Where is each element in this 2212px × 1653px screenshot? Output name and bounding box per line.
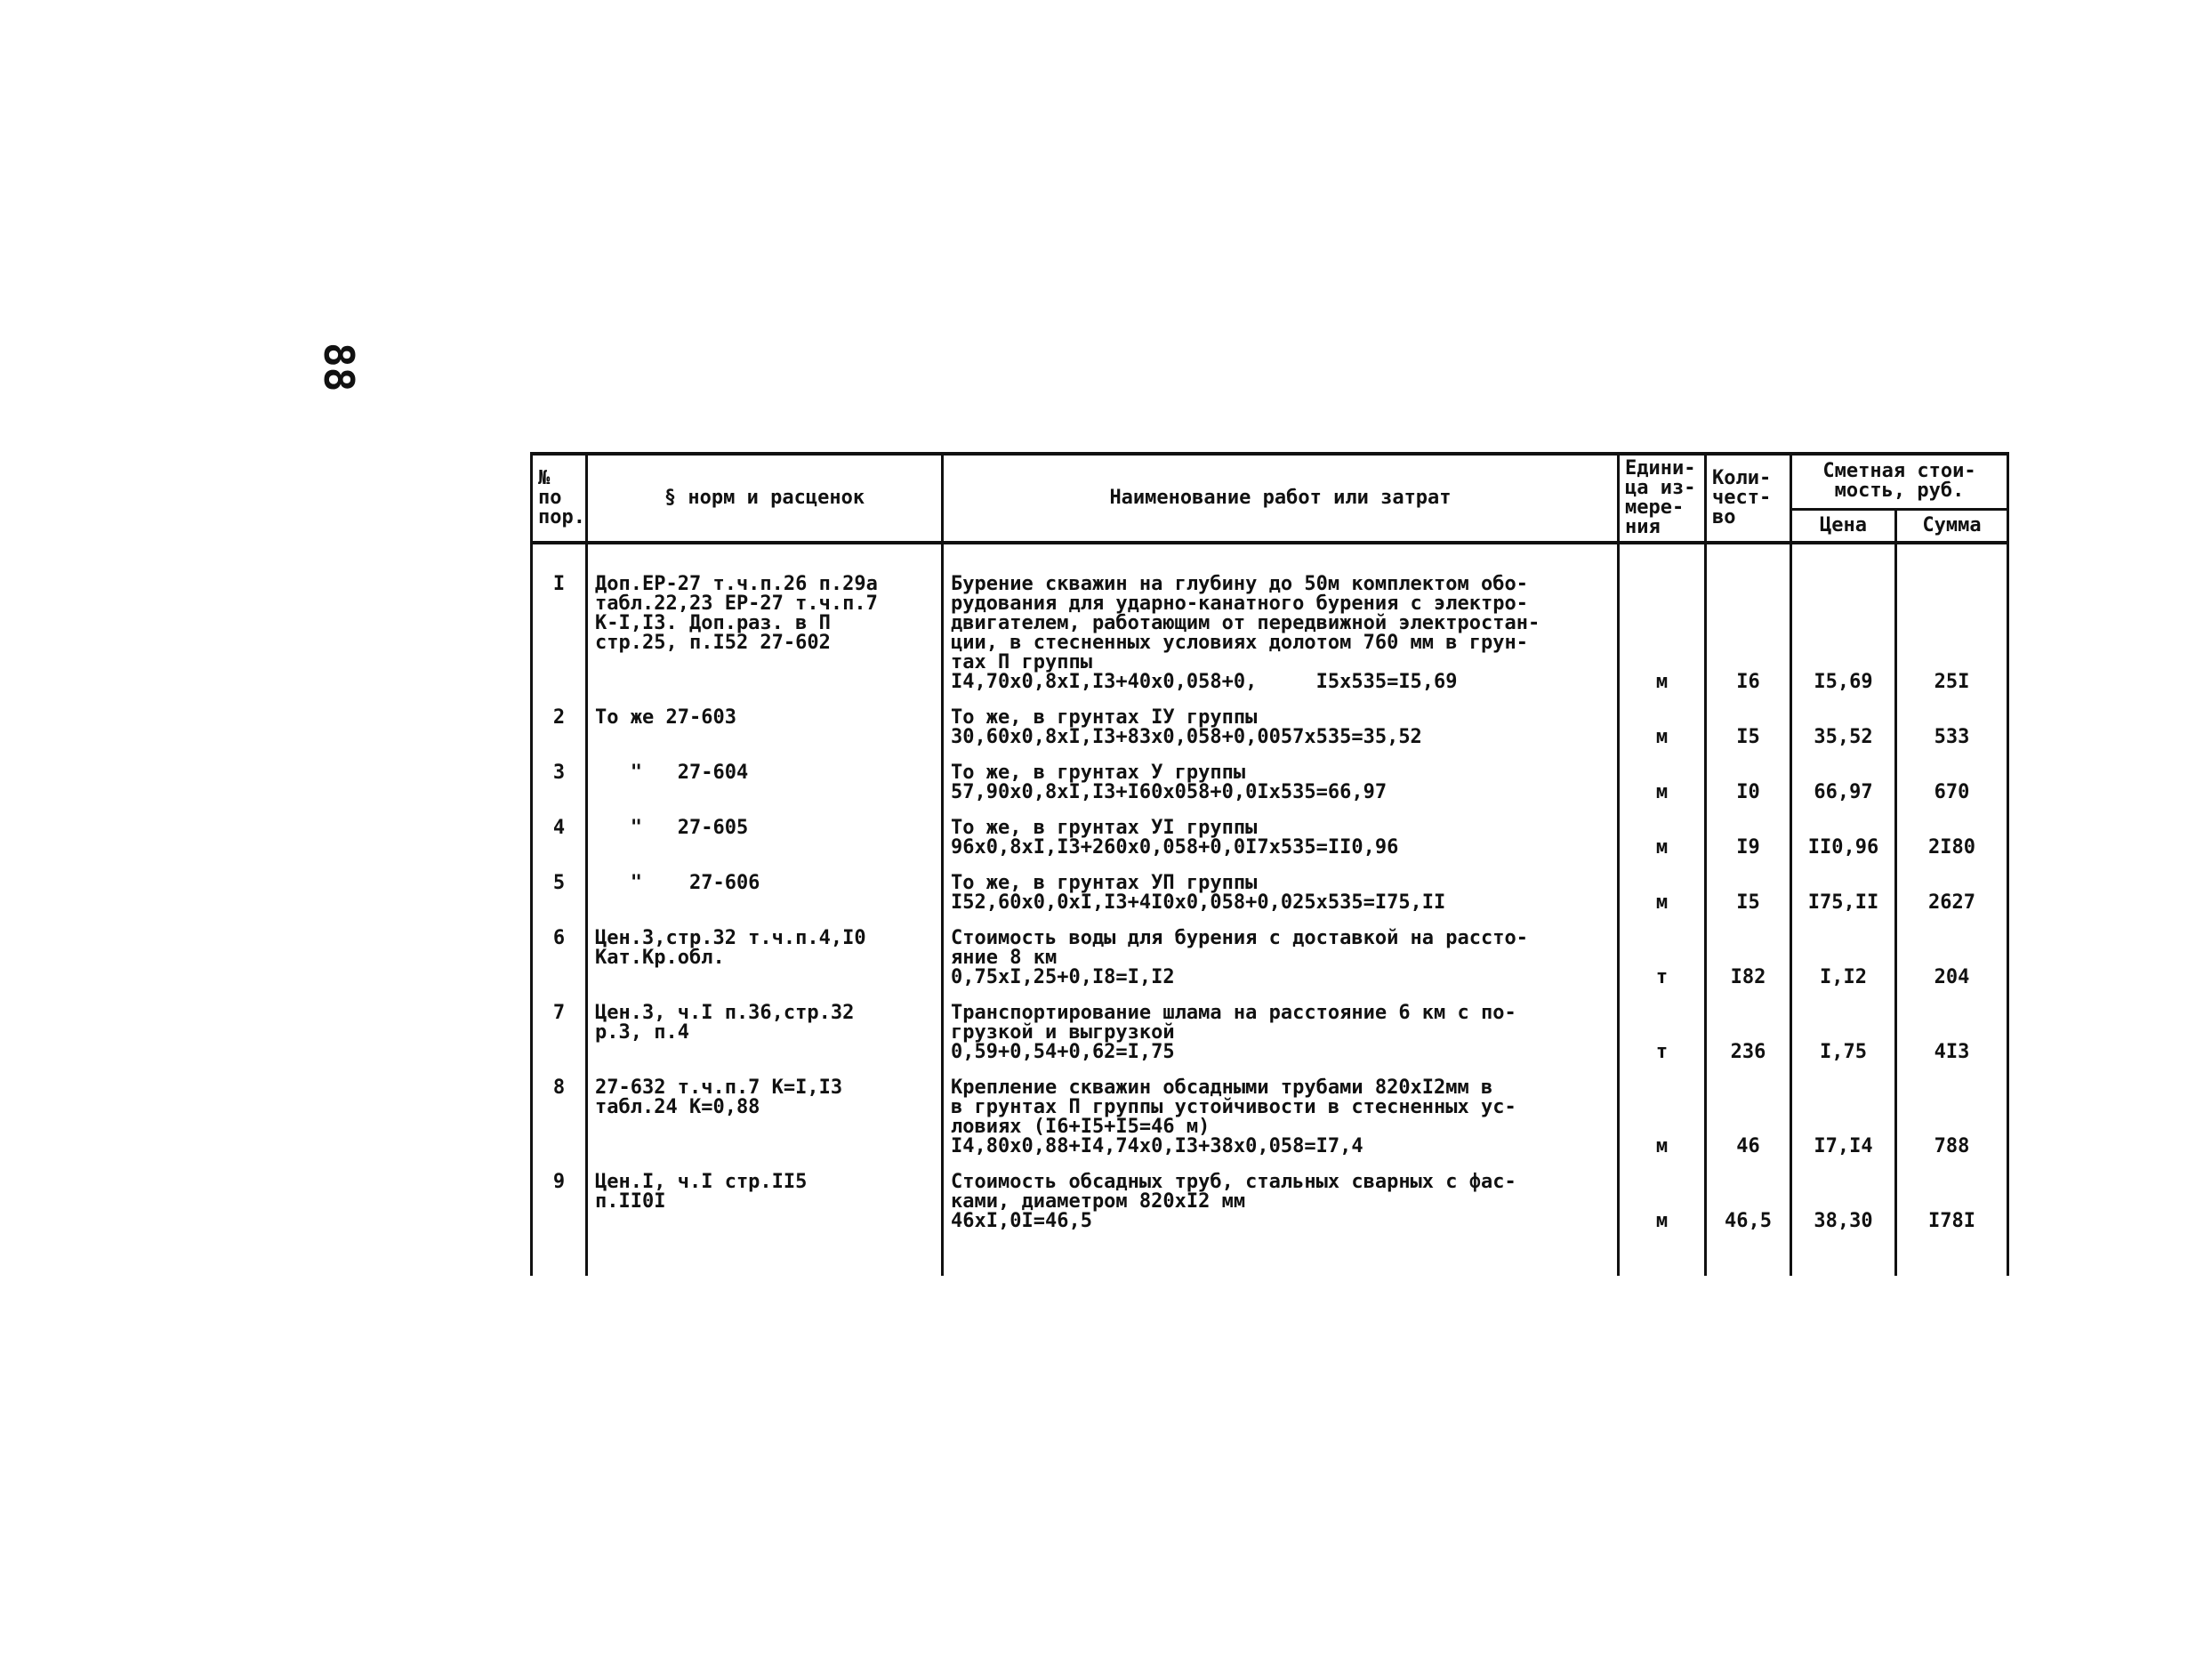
row-quantity: 46,5 [1706,1171,1791,1276]
spacer-cell [1619,989,1706,1002]
description-line: 30,60x0,8xI,I3+83x0,058+0,0057x535=35,52 [951,726,1422,748]
description-line: яние 8 км [951,947,1058,969]
description-line: рудования для ударно-канатного бурения с электро- [951,593,1529,615]
description-line: I4,80x0,88+I4,74x0,I3+38x0,058=I7,4 [951,1135,1363,1157]
spacer-cell [1706,804,1791,817]
row-norm-reference [587,543,943,694]
spacer-cell [1791,859,1896,872]
spacer-cell [943,1158,1619,1171]
description-line: грузкой и выгрузкой [951,1021,1175,1044]
description-line: I4,70x0,8xI,I3+40x0,058+0, I5x535=I5,69 [951,671,1458,693]
norm-line: 27-632 т.ч.п.7 К=I,I3 [595,1076,843,1099]
row-price: 35,52 [1791,706,1896,749]
spacer-cell [532,915,587,927]
header-price: Цена [1791,509,1896,543]
spacer-cell [1896,989,2008,1002]
row-norm-reference [587,872,943,915]
spacer-cell [1791,1158,1896,1171]
row-quantity: 236 [1706,1002,1791,1064]
table-body [532,543,2008,1276]
spacer-cell [943,694,1619,706]
description-line: 0,75xI,25+0,I8=I,I2 [951,966,1175,988]
row-work-description [943,762,1619,804]
spacer-cell [1791,915,1896,927]
description-line: ками, диаметром 820xI2 мм [951,1190,1246,1213]
row-number: 8 [532,1076,587,1158]
spacer-cell [1619,1064,1706,1076]
row-norm-reference [587,927,943,989]
table-row [532,1002,2008,1064]
row-work-description [943,1171,1619,1276]
row-unit: м [1619,543,1706,694]
row-unit: м [1619,762,1706,804]
row-quantity: I6 [1706,543,1791,694]
spacer-cell [587,859,943,872]
row-quantity: I9 [1706,817,1791,859]
norm-line: " 27-604 [595,762,749,784]
spacer-cell [1706,859,1791,872]
spacer-cell [1896,749,2008,762]
spacer-cell [532,749,587,762]
header-cost-group: Сметная стои- мость, руб. [1791,454,2008,509]
header-sum: Сумма [1896,509,2008,543]
spacer-cell [532,989,587,1002]
header-name: Наименование работ или затрат [943,454,1619,543]
spacer-cell [587,1064,943,1076]
spacer-cell [1896,915,2008,927]
norm-line: Цен.I, ч.I стр.II5 [595,1171,808,1193]
description-line: 96x0,8xI,I3+260x0,058+0,0I7x535=II0,96 [951,836,1399,859]
description-line: Транспортирование шлама на расстояние 6 км с по- [951,1002,1516,1024]
row-quantity: I5 [1706,872,1791,915]
row-number: 9 [532,1171,587,1276]
row-number: 2 [532,706,587,749]
row-sum: 533 [1896,706,2008,749]
row-work-description [943,543,1619,694]
spacer-cell [1706,1064,1791,1076]
row-work-description [943,872,1619,915]
row-spacer [532,804,2008,817]
row-sum: 25I [1896,543,2008,694]
description-line: Крепление скважин обсадными трубами 820xI2мм в [951,1076,1493,1099]
norm-line: К-I,I3. Доп.раз. в П [595,612,831,634]
row-unit: т [1619,927,1706,989]
spacer-cell [1896,859,2008,872]
description-line: в грунтах П группы устойчивости в стесненных ус- [951,1096,1516,1118]
row-number: I [532,543,587,694]
norm-line: табл.22,23 ЕР-27 т.ч.п.7 [595,593,878,615]
description-line: То же, в грунтах У группы [951,762,1246,784]
row-spacer [532,989,2008,1002]
row-work-description [943,817,1619,859]
row-norm-reference [587,1171,943,1276]
norm-line: " 27-606 [595,872,760,894]
row-spacer [532,749,2008,762]
spacer-cell [587,749,943,762]
table-row [532,706,2008,749]
row-number: 3 [532,762,587,804]
row-number: 4 [532,817,587,859]
spacer-cell [1706,1158,1791,1171]
row-sum: 670 [1896,762,2008,804]
row-sum: 2I80 [1896,817,2008,859]
spacer-cell [943,749,1619,762]
spacer-cell [1619,859,1706,872]
table-row [532,817,2008,859]
norm-line: п.II0I [595,1190,666,1213]
row-spacer [532,694,2008,706]
spacer-cell [943,989,1619,1002]
row-number: 6 [532,927,587,989]
row-unit: м [1619,1171,1706,1276]
spacer-cell [532,804,587,817]
row-price: I5,69 [1791,543,1896,694]
description-line: То же, в грунтах IУ группы [951,706,1258,729]
row-spacer [532,1064,2008,1076]
row-norm-reference [587,762,943,804]
spacer-cell [587,694,943,706]
spacer-cell [532,1064,587,1076]
row-spacer [532,1158,2008,1171]
table-row [532,872,2008,915]
norm-line: Доп.ЕР-27 т.ч.п.26 п.29а [595,573,878,595]
header-qty: Коли- чест- во [1706,454,1791,543]
description-line: 57,90x0,8xI,I3+I60x058+0,0Ix535=66,97 [951,781,1388,803]
spacer-cell [1706,694,1791,706]
spacer-cell [1791,804,1896,817]
description-line: тах П группы [951,651,1092,673]
spacer-cell [1706,915,1791,927]
spacer-cell [1619,694,1706,706]
spacer-cell [943,804,1619,817]
spacer-cell [532,694,587,706]
row-work-description [943,706,1619,749]
row-work-description [943,1076,1619,1158]
row-quantity: I82 [1706,927,1791,989]
description-line: ции, в стесненных условиях долотом 760 мм в грун- [951,632,1529,654]
row-price: I,75 [1791,1002,1896,1064]
row-price: 38,30 [1791,1171,1896,1276]
row-unit: м [1619,1076,1706,1158]
table-row [532,927,2008,989]
row-spacer [532,915,2008,927]
spacer-cell [1896,1064,2008,1076]
row-quantity: 46 [1706,1076,1791,1158]
row-price: I75,II [1791,872,1896,915]
row-sum: 788 [1896,1076,2008,1158]
description-line: Стоимость воды для бурения с доставкой на рассто- [951,927,1529,949]
description-line: Бурение скважин на глубину до 50м комплектом обо- [951,573,1529,595]
row-norm-reference [587,706,943,749]
table-row [532,1171,2008,1276]
header-norm: § норм и расценок [587,454,943,543]
row-number: 7 [532,1002,587,1064]
spacer-cell [532,859,587,872]
description-line: То же, в грунтах УI группы [951,817,1258,839]
table-header [532,454,2008,543]
row-sum: 204 [1896,927,2008,989]
spacer-cell [587,804,943,817]
norm-line: стр.25, п.I52 27-602 [595,632,831,654]
spacer-cell [943,915,1619,927]
row-price: I,I2 [1791,927,1896,989]
norm-line: табл.24 К=0,88 [595,1096,760,1118]
spacer-cell [1896,1158,2008,1171]
spacer-cell [532,1158,587,1171]
row-norm-reference [587,1076,943,1158]
row-sum: 4I3 [1896,1002,2008,1064]
spacer-cell [943,1064,1619,1076]
spacer-cell [1896,694,2008,706]
spacer-cell [587,915,943,927]
norm-line: " 27-605 [595,817,749,839]
page-number: 88 [315,343,363,392]
row-quantity: I5 [1706,706,1791,749]
description-line: 46xI,0I=46,5 [951,1210,1092,1232]
description-line: 0,59+0,54+0,62=I,75 [951,1041,1175,1063]
norm-line: Цен.3,стр.32 т.ч.п.4,I0 [595,927,866,949]
description-line: I52,60x0,0xI,I3+4I0x0,058+0,025x535=I75,II [951,891,1446,914]
row-spacer [532,859,2008,872]
row-work-description [943,1002,1619,1064]
header-unit: Едини- ца из- мере- ния [1619,454,1706,543]
row-number: 5 [532,872,587,915]
norm-line: То же 27-603 [595,706,736,729]
description-line: Стоимость обсадных труб, стальных сварных с фас- [951,1171,1516,1193]
description-line: ловиях (I6+I5+I5=46 м) [951,1116,1211,1138]
description-line: То же, в грунтах УП группы [951,872,1258,894]
norm-line: р.3, п.4 [595,1021,689,1044]
header-num: № по пор. [532,454,587,543]
row-price: I7,I4 [1791,1076,1896,1158]
estimate-table [530,452,2009,1276]
norm-line: Кат.Кр.обл. [595,947,725,969]
row-sum: 2627 [1896,872,2008,915]
spacer-cell [943,859,1619,872]
row-quantity: I0 [1706,762,1791,804]
row-unit: м [1619,817,1706,859]
spacer-cell [1896,804,2008,817]
spacer-cell [1791,989,1896,1002]
row-work-description [943,927,1619,989]
spacer-cell [1791,749,1896,762]
spacer-cell [1791,694,1896,706]
description-line: двигателем, работающим от передвижной электростан- [951,612,1540,634]
spacer-cell [1791,1064,1896,1076]
row-unit: м [1619,706,1706,749]
spacer-cell [1706,749,1791,762]
row-sum: I78I [1896,1171,2008,1276]
row-norm-reference [587,1002,943,1064]
spacer-cell [1619,749,1706,762]
table-row [532,1076,2008,1158]
spacer-cell [1619,1158,1706,1171]
row-price: II0,96 [1791,817,1896,859]
spacer-cell [1619,804,1706,817]
norm-line: Цен.3, ч.I п.36,стр.32 [595,1002,855,1024]
row-norm-reference [587,817,943,859]
spacer-cell [587,989,943,1002]
row-price: 66,97 [1791,762,1896,804]
table-row [532,543,2008,694]
row-unit: т [1619,1002,1706,1064]
spacer-cell [1706,989,1791,1002]
spacer-cell [1619,915,1706,927]
spacer-cell [587,1158,943,1171]
table-row [532,762,2008,804]
row-unit: м [1619,872,1706,915]
